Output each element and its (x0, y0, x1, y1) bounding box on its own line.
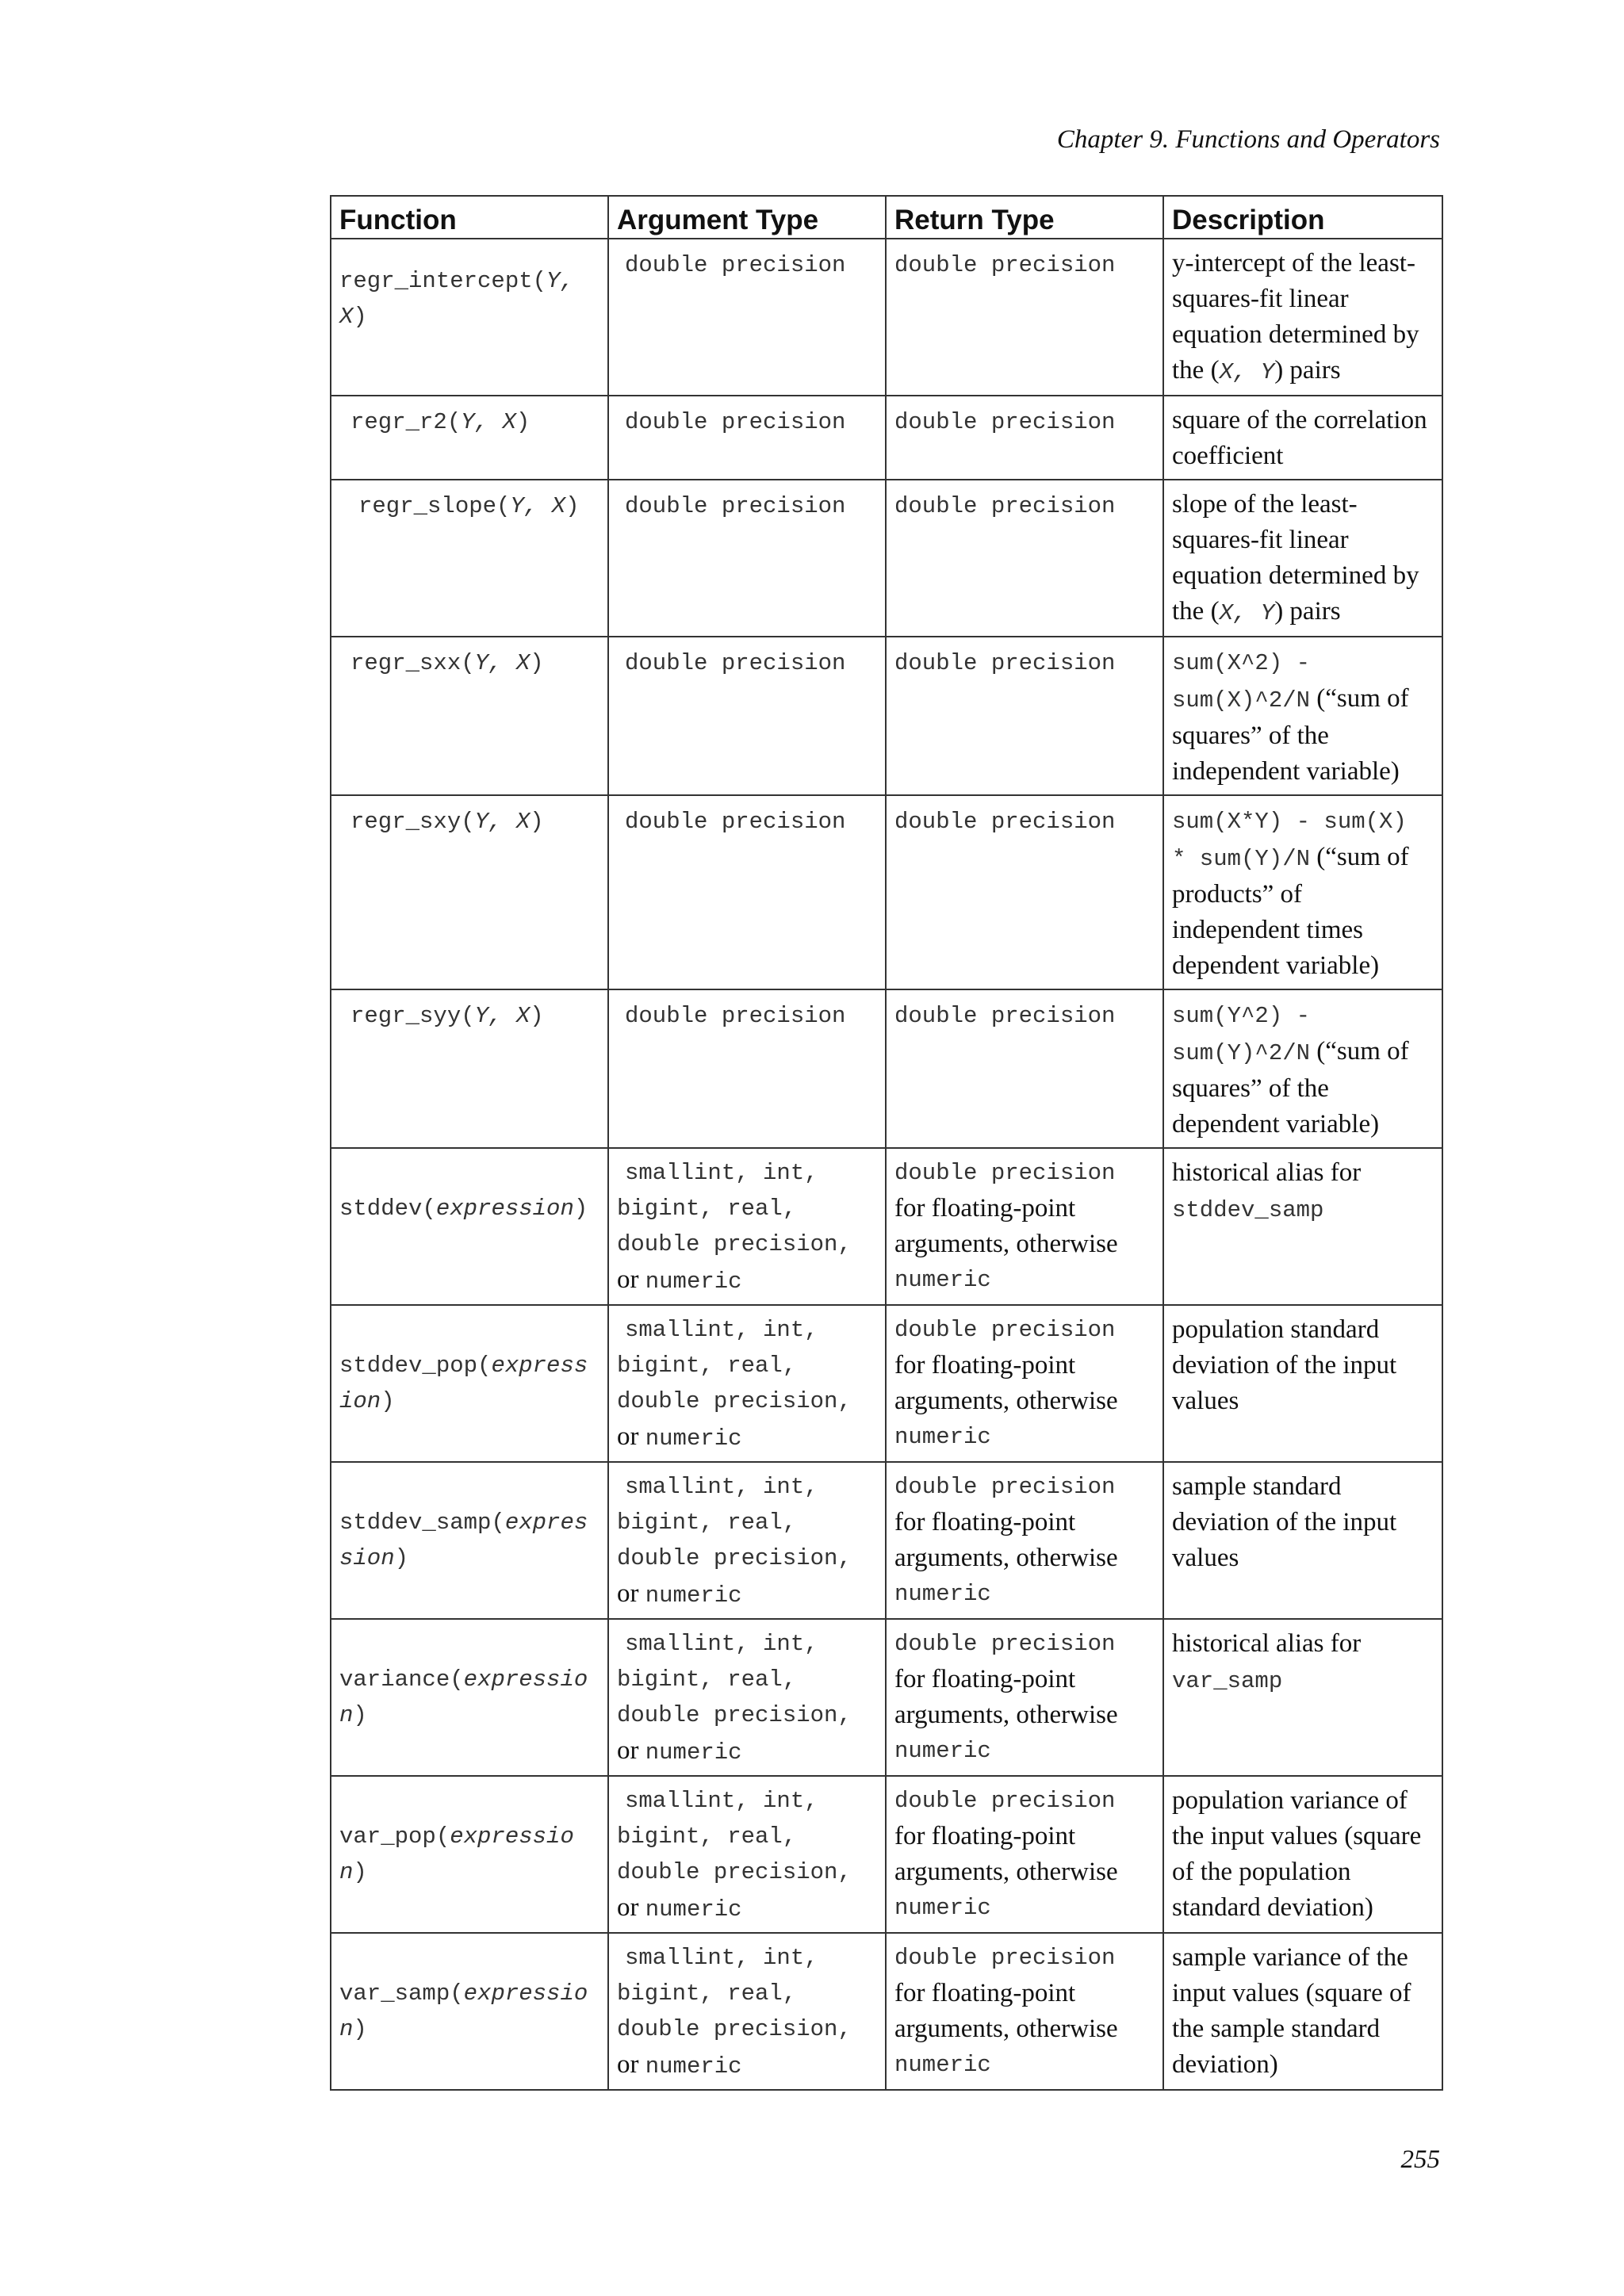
description-cell: y-intercept of the least-squares-fit linear equation determined by the (X, Y) pairs (1163, 239, 1442, 396)
function-name: stddev_samp( (339, 1510, 505, 1536)
argument-type-cell: smallint, int, bigint, real, double precision, or numeric (608, 1462, 886, 1619)
function-close: ) (394, 1545, 409, 1571)
aggregate-functions-table (330, 195, 1443, 2091)
description-cell: slope of the least-squares-fit linear equation determined by the (X, Y) pairs (1163, 480, 1442, 637)
function-name: regr_slope( (358, 493, 511, 519)
function-close: ) (530, 809, 544, 835)
return-type-cell: double precision (886, 239, 1163, 396)
column-header-function: Function (331, 196, 608, 239)
function-args: expression (339, 1510, 588, 1571)
description-cell: population standard deviation of the input values (1163, 1305, 1442, 1462)
function-close: ) (353, 1702, 367, 1728)
return-type-cell: double precision for floating-point arguments, otherwise numeric (886, 1462, 1163, 1619)
argument-type-cell: double precision (608, 239, 886, 396)
return-type-cell: double precision (886, 480, 1163, 637)
running-header: Chapter 9. Functions and Operators (1056, 125, 1440, 154)
column-header-argument-type: Argument Type (608, 196, 886, 239)
argument-type-cell: double precision (608, 480, 886, 637)
function-args: Y, X (339, 268, 588, 330)
argument-type-cell: double precision (608, 396, 886, 480)
return-type-cell: double precision (886, 396, 1163, 480)
function-cell (331, 1148, 608, 1305)
argument-type-cell: double precision (608, 795, 886, 989)
argument-type-cell: smallint, int, bigint, real, double precision, or numeric (608, 1933, 886, 2090)
function-cell (331, 396, 608, 480)
table-row (331, 1776, 1442, 1933)
function-close: ) (530, 1003, 544, 1029)
argument-type-cell: smallint, int, bigint, real, double precision, or numeric (608, 1776, 886, 1933)
function-cell (331, 989, 608, 1148)
function-name: var_pop( (339, 1823, 450, 1850)
table-row (331, 480, 1442, 637)
description-cell: historical alias for stddev_samp (1163, 1148, 1442, 1305)
table-row (331, 1933, 1442, 2090)
table-row (331, 989, 1442, 1148)
argument-type-cell: smallint, int, bigint, real, double precision, or numeric (608, 1305, 886, 1462)
table-row (331, 637, 1442, 795)
return-type-cell: double precision (886, 989, 1163, 1148)
function-cell (331, 1619, 608, 1776)
argument-type-cell: smallint, int, bigint, real, double precision, or numeric (608, 1619, 886, 1776)
function-args: Y, X (510, 493, 566, 519)
function-name: regr_syy( (350, 1003, 475, 1029)
function-args: Y, X (461, 409, 516, 435)
function-name: regr_sxx( (350, 650, 475, 676)
description-cell: sum(Y^2) - sum(Y)^2/N (“sum of squares” of the dependent variable) (1163, 989, 1442, 1148)
function-close: ) (515, 409, 530, 435)
function-name: stddev( (339, 1196, 436, 1222)
function-cell (331, 239, 608, 396)
description-cell: square of the correlation coefficient (1163, 396, 1442, 480)
function-close: ) (381, 1388, 395, 1414)
return-type-cell: double precision for floating-point arguments, otherwise numeric (886, 1305, 1163, 1462)
function-args: expression (339, 1980, 588, 2042)
function-close: ) (573, 1196, 588, 1222)
return-type-cell: double precision (886, 637, 1163, 795)
return-type-cell: double precision (886, 795, 1163, 989)
function-cell (331, 1933, 608, 2090)
description-cell: sample variance of the input values (square of the sample standard deviation) (1163, 1933, 1442, 2090)
function-args: expression (339, 1667, 588, 1728)
argument-type-cell: smallint, int, bigint, real, double precision, or numeric (608, 1148, 886, 1305)
function-close: ) (530, 650, 544, 676)
function-cell (331, 795, 608, 989)
function-cell (331, 1776, 608, 1933)
function-close: ) (565, 493, 580, 519)
function-name: regr_intercept( (339, 268, 547, 294)
return-type-cell: double precision for floating-point arguments, otherwise numeric (886, 1933, 1163, 2090)
table-row (331, 396, 1442, 480)
function-name: regr_r2( (350, 409, 462, 435)
function-close: ) (353, 1859, 367, 1885)
return-type-cell: double precision for floating-point arguments, otherwise numeric (886, 1148, 1163, 1305)
table-row (331, 1462, 1442, 1619)
function-args: expression (339, 1353, 588, 1414)
table-row (331, 1619, 1442, 1776)
argument-type-cell: double precision (608, 637, 886, 795)
function-args: expression (339, 1823, 574, 1885)
return-type-cell: double precision for floating-point arguments, otherwise numeric (886, 1776, 1163, 1933)
column-header-description: Description (1163, 196, 1442, 239)
function-cell (331, 637, 608, 795)
function-args: Y, X (474, 1003, 530, 1029)
return-type-cell: double precision for floating-point arguments, otherwise numeric (886, 1619, 1163, 1776)
function-name: variance( (339, 1667, 464, 1693)
page-number: 255 (1400, 2145, 1440, 2174)
table-row (331, 1305, 1442, 1462)
function-args: Y, X (474, 650, 530, 676)
column-header-return-type: Return Type (886, 196, 1163, 239)
function-name: regr_sxy( (350, 809, 475, 835)
function-cell (331, 1305, 608, 1462)
function-close: ) (353, 2016, 367, 2042)
description-cell: sum(X^2) - sum(X)^2/N (“sum of squares” of the independent variable) (1163, 637, 1442, 795)
table-row (331, 1148, 1442, 1305)
description-cell: population variance of the input values (square of the population standard deviation) (1163, 1776, 1442, 1933)
argument-type-cell: double precision (608, 989, 886, 1148)
function-name: var_samp( (339, 1980, 464, 2007)
table-row (331, 795, 1442, 989)
description-cell: historical alias for var_samp (1163, 1619, 1442, 1776)
table-row (331, 239, 1442, 396)
function-cell (331, 1462, 608, 1619)
function-close: ) (353, 304, 367, 330)
description-cell: sum(X*Y) - sum(X) * sum(Y)/N (“sum of products” of independent times dependent variable) (1163, 795, 1442, 989)
function-args: Y, X (474, 809, 530, 835)
description-cell: sample standard deviation of the input values (1163, 1462, 1442, 1619)
table-header-row (331, 196, 1442, 239)
function-args: expression (435, 1196, 574, 1222)
function-name: stddev_pop( (339, 1353, 492, 1379)
function-cell (331, 480, 608, 637)
